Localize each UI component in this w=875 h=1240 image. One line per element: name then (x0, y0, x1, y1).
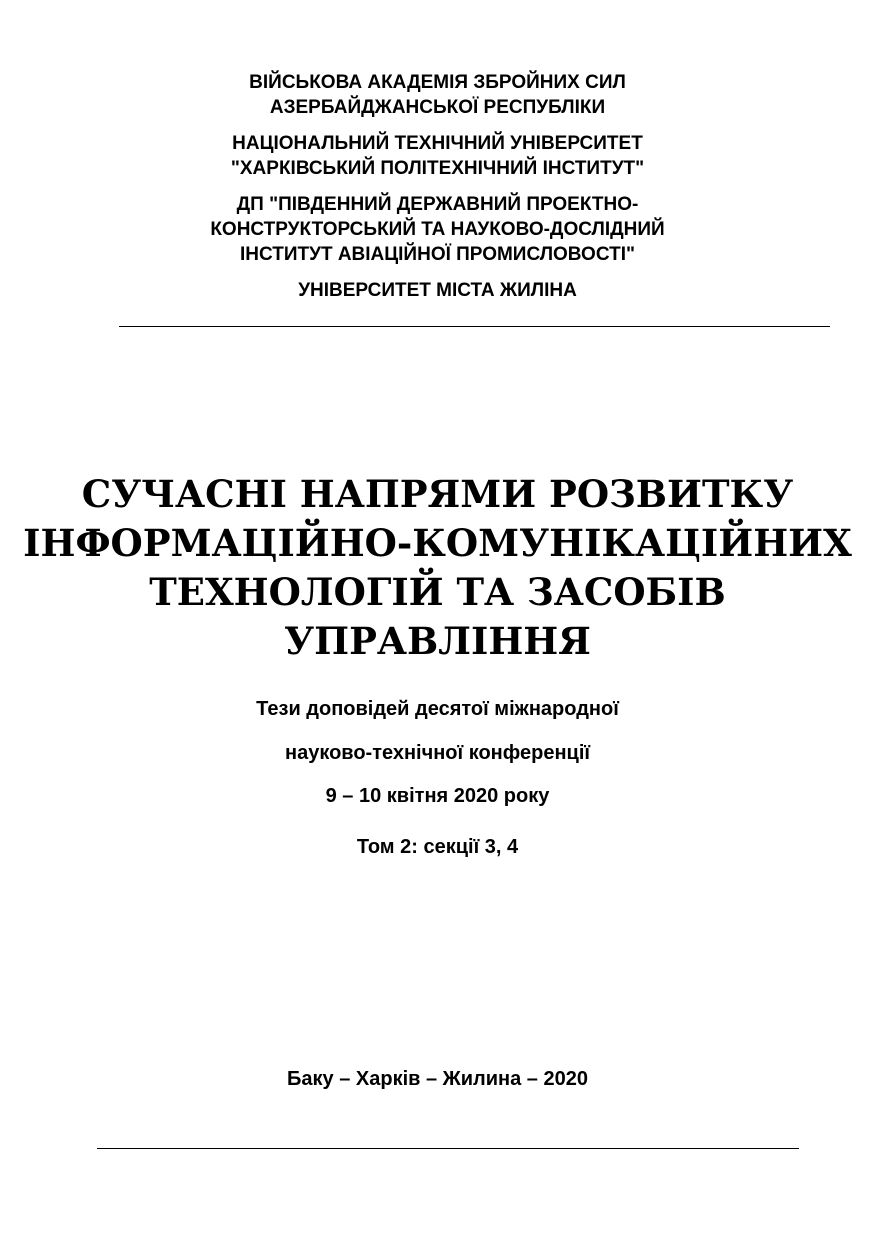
title-line: УПРАВЛІННЯ (284, 619, 591, 663)
conference-description-line-1: Тези доповідей десятої міжнародної (256, 698, 619, 720)
conference-description-line-2: науково-технічної конференції (285, 742, 590, 764)
document-title (0, 470, 875, 666)
top-divider (119, 326, 830, 327)
organization-block-military-academy (0, 70, 875, 120)
organization-line: ІНСТИТУТ АВІАЦІЙНОЇ ПРОМИСЛОВОСТІ" (240, 244, 635, 265)
title-line: ТЕХНОЛОГІЙ ТА ЗАСОБІВ (149, 570, 726, 614)
volume-info: Том 2: секції 3, 4 (356, 836, 519, 858)
organization-line: "ХАРКІВСЬКИЙ ПОЛІТЕХНІЧНИЙ ІНСТИТУТ" (230, 158, 645, 179)
organization-block-design-institute (0, 192, 875, 267)
organization-line: УНІВЕРСИТЕТ МІСТА ЖИЛІНА (298, 280, 577, 301)
organization-block-technical-university (0, 131, 875, 181)
organization-line: КОНСТРУКТОРСЬКИЙ ТА НАУКОВО-ДОСЛІДНИЙ (210, 219, 665, 240)
organization-line: НАЦІОНАЛЬНИЙ ТЕХНІЧНИЙ УНІВЕРСИТЕТ (232, 133, 643, 154)
organization-line: ВІЙСЬКОВА АКАДЕМІЯ ЗБРОЙНИХ СИЛ (249, 72, 626, 93)
organization-block-zilina-university (0, 278, 875, 303)
title-line: ІНФОРМАЦІЙНО-КОМУНІКАЦІЙНИХ (23, 521, 852, 565)
conference-dates: 9 – 10 квітня 2020 року (325, 785, 550, 807)
place-and-year: Баку – Харків – Жилина – 2020 (287, 1068, 588, 1090)
organization-line: ДП "ПІВДЕННИЙ ДЕРЖАВНИЙ ПРОЕКТНО- (236, 194, 639, 215)
organization-line: АЗЕРБАЙДЖАНСЬКОЇ РЕСПУБЛІКИ (269, 97, 606, 118)
title-line: СУЧАСНІ НАПРЯМИ РОЗВИТКУ (81, 472, 794, 516)
bottom-divider (97, 1148, 799, 1149)
